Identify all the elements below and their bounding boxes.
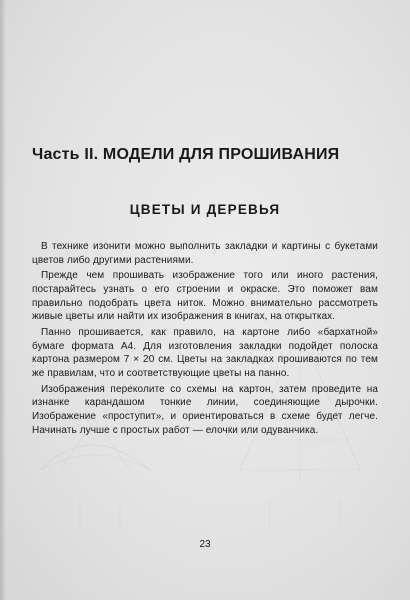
section-heading: ЦВЕТЫ И ДЕРЕВЬЯ [129, 202, 281, 217]
page-edge-shadow [0, 0, 6, 600]
part-heading: Часть II. МОДЕЛИ ДЛЯ ПРОШИВАНИЯ [32, 146, 340, 163]
paragraph: Панно прошивается, как правило, на картоне либо «бархатной» бумаге формата А4. Для изготовления закладки подойдет полоска картона размером 7 × 20 см. Цветы на закладках прошиваются по тем же правилам, что и соответствующие цветы на панно. [32, 327, 378, 379]
paragraph: В технике изонити можно выполнить закладки и картины с букетами цветов либо другими растениями. [32, 241, 378, 266]
page-number: 23 [199, 539, 211, 550]
paragraph: Прежде чем прошивать изображение того или иного растения, постарайтесь узнать о его строении и окраске. Это поможет вам правильно подобрать цвета ниток. Можно внимательно рассмотреть живые цветы или найти их изображения в книгах, на открытках. [32, 270, 378, 323]
paragraph: Изображения переколите со схемы на картон, затем проведите на изнанке карандашом тонкие линии, соединяющие дырочки. Изображение «проступит», и ориентироваться в схеме будет легче. Начинать лучше с простых работ — елочки или одуванчика. [32, 383, 378, 436]
body-text [32, 240, 378, 440]
